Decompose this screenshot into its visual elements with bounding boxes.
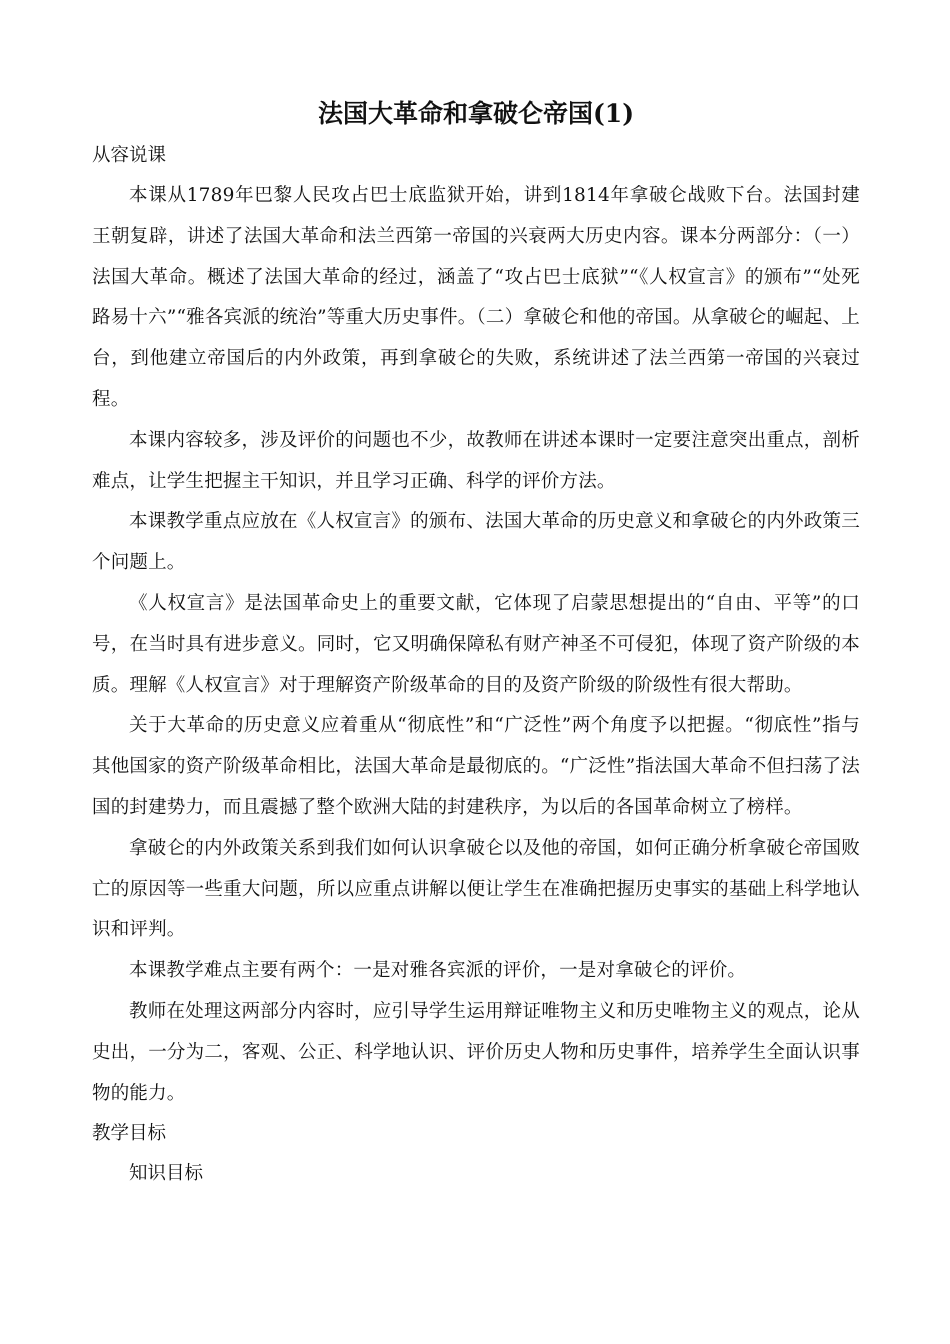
section-heading-teaching-goals: 教学目标 <box>92 1123 167 1145</box>
section-heading-lesson-talk: 从容说课 <box>92 145 167 166</box>
paragraph: 本课内容较多，涉及评价的问题也不少，故教师在讲述本课时一定要注意突出重点，剖析难点，让学生把握主干知识，并且学习正确、科学的评价方法。 <box>92 429 860 492</box>
paragraph: 本课教学难点主要有两个：一是对雅各宾派的评价，一是对拿破仑的评价。 <box>129 960 747 982</box>
paragraph: 教师在处理这两部分内容时，应引导学生运用辩证唯物主义和历史唯物主义的观点，论从史出，一分为二，客观、公正、科学地认识、评价历史人物和历史事件，培养学生全面认识事物的能力。 <box>92 1000 860 1104</box>
paragraph: 《人权宣言》是法国革命史上的重要文献，它体现了启蒙思想提出的“自由、平等”的口号，在当时具有进步意义。同时，它又明确保障私有财产神圣不可侵犯，体现了资产阶级的本质。理解《人权宣言》对于理解资产阶级革命的目的及资产阶级的阶级性有很大帮助。 <box>92 592 860 696</box>
document-page <box>92 94 860 1194</box>
paragraph: 本课从1789年巴黎人民攻占巴士底监狱开始，讲到1814年拿破仑战败下台。法国封建王朝复辟，讲述了法国大革命和法兰西第一帝国的兴衰两大历史内容。课本分两部分：（一）法国大革命。概述了法国大革命的经过，涵盖了“攻占巴士底狱”“《人权宣言》的颁布”“处死路易十六”“雅各宾派的统治”等重大历史事件。（二）拿破仑和他的帝国。从拿破仑的崛起、上台，到他建立帝国后的内外政策，再到拿破仑的失败，系统讲述了法兰西第一帝国的兴衰过程。 <box>92 185 860 410</box>
paragraph: 拿破仑的内外政策关系到我们如何认识拿破仑以及他的帝国，如何正确分析拿破仑帝国败亡的原因等一些重大问题，所以应重点讲解以便让学生在准确把握历史事实的基础上科学地认识和评判。 <box>92 837 860 941</box>
document-title: 法国大革命和拿破仑帝国(1) <box>317 99 635 128</box>
subsection-heading-knowledge-goals: 知识目标 <box>129 1163 204 1185</box>
paragraph: 本课教学重点应放在《人权宣言》的颁布、法国大革命的历史意义和拿破仑的内外政策三个问题上。 <box>92 511 860 574</box>
paragraph: 关于大革命的历史意义应着重从“彻底性”和“广泛性”两个角度予以把握。“彻底性”指与其他国家的资产阶级革命相比，法国大革命是最彻底的。“广泛性”指法国大革命不但扫荡了法国的封建势力，而且震撼了整个欧洲大陆的封建秩序，为以后的各国革命树立了榜样。 <box>92 715 860 818</box>
